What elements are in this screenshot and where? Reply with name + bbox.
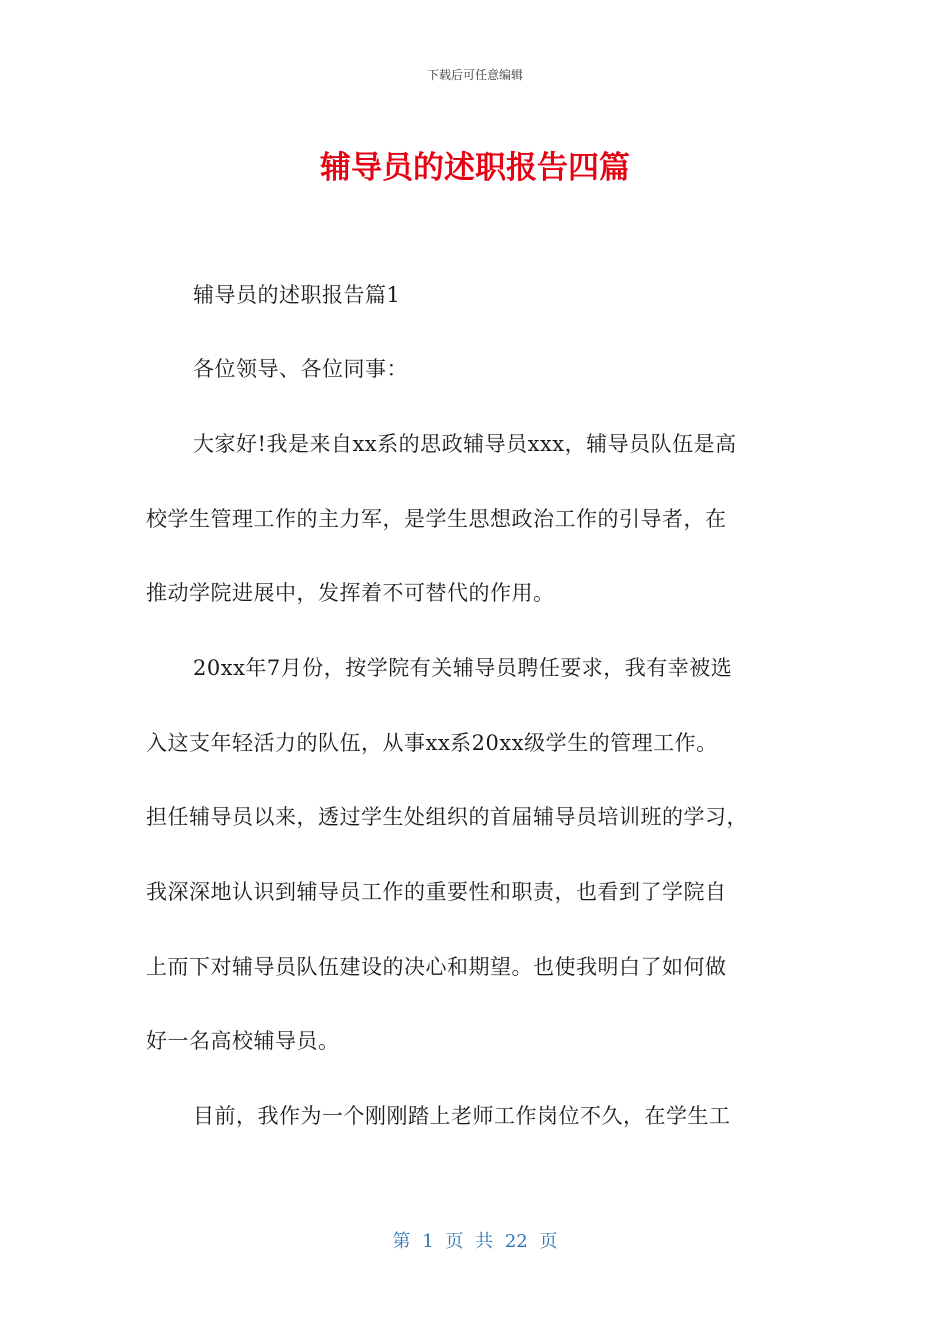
paragraph-line: 校学生管理工作的主力军，是学生思想政治工作的引导者，在 (146, 507, 727, 531)
paragraph-line: 担任辅导员以来，透过学生处组织的首届辅导员培训班的学习， (146, 805, 748, 829)
header-note: 下载后可任意编辑 (426, 68, 523, 82)
paragraph-line: 我深深地认识到辅导员工作的重要性和职责，也看到了学院自 (146, 880, 727, 904)
section-heading: 辅导员的述职报告篇1 (193, 283, 401, 307)
paragraph-line: 入这支年轻活力的队伍，从事xx系20xx级学生的管理工作。 (146, 731, 718, 755)
paragraph-line: 20xx年7月份，按学院有关辅导员聘任要求，我有幸被选 (193, 656, 733, 680)
page-footer: 第 1 页 共 22 页 (392, 1231, 558, 1252)
salutation: 各位领导、各位同事： (193, 357, 408, 381)
paragraph-line: 目前，我作为一个刚刚踏上老师工作岗位不久，在学生工 (193, 1104, 731, 1128)
paragraph-line: 好一名高校辅导员。 (146, 1029, 340, 1053)
paragraph-line: 大家好!我是来自xx系的思政辅导员xxx，辅导员队伍是高 (193, 432, 737, 456)
paragraph-line: 上而下对辅导员队伍建设的决心和期望。也使我明白了如何做 (146, 955, 727, 979)
paragraph-line: 推动学院进展中，发挥着不可替代的作用。 (146, 581, 555, 605)
document-title: 辅导员的述职报告四篇 (320, 150, 630, 186)
